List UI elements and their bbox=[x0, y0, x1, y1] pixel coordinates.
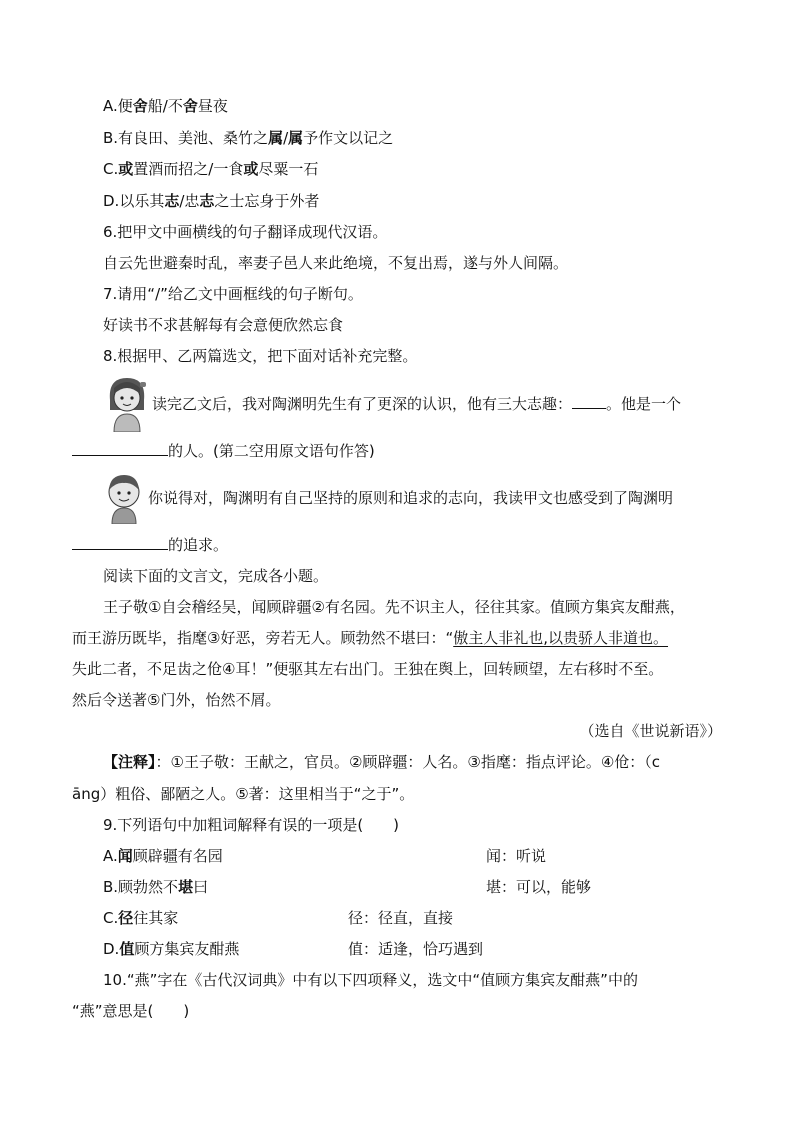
passage-line-3: 失此二者，不足齿之伧④耳！”便驱其左右出门。王独在舆上，回转顾望，左右移时不至。 bbox=[72, 660, 664, 678]
q10-prompt-cont: “燕”意思是( ) bbox=[72, 1002, 190, 1020]
passage-line-2: 而王游历既毕，指麾③好恶，旁若无人。顾勃然不堪曰：“傲主人非礼也,以贵骄人非道也。 bbox=[72, 629, 669, 647]
q5-option-a: A.便舍船/不舍昼夜 bbox=[103, 97, 228, 115]
passage-line-1: 王子敬①自会稽经吴，闻顾辟疆②有名园。先不识主人，径往其家。值顾方集宾友酣燕， bbox=[103, 598, 685, 616]
q9-option-a: A.闻顾辟疆有名园 bbox=[103, 847, 223, 865]
q9-option-a-explanation: 闻：听说 bbox=[486, 847, 547, 865]
q9-option-c: C.径往其家 bbox=[103, 909, 179, 927]
q8-boy-dialogue-cont: 的追求。 bbox=[72, 535, 228, 555]
q8-girl-dialogue: 读完乙文后，我对陶渊明先生有了更深的认识，他有三大志趣： 。他是一个 bbox=[152, 395, 682, 413]
passage-notes: 【注释】：①王子敬：王献之，官员。②顾辟疆：人名。③指麾：指点评论。④伧：（c bbox=[103, 753, 661, 771]
q5-option-d: D.以乐其志/忠志之士忘身于外者 bbox=[103, 192, 320, 210]
q7-sentence: 好读书不求甚解每有会意便欣然忘食 bbox=[103, 316, 344, 334]
passage-intro: 阅读下面的文言文，完成各小题。 bbox=[103, 567, 329, 585]
q9-prompt: 9.下列语句中加粗词解释有误的一项是( ) bbox=[103, 816, 400, 834]
blank-interests[interactable] bbox=[572, 394, 606, 409]
passage-notes-cont: āng）粗俗、鄙陋之人。⑤著：这里相当于“之于”。 bbox=[72, 785, 415, 803]
q9-option-b-explanation: 堪：可以，能够 bbox=[486, 878, 592, 896]
q9-option-d: D.值顾方集宾友酣燕 bbox=[103, 940, 240, 958]
q6-sentence: 自云先世避秦时乱，率妻子邑人来此绝境，不复出焉，遂与外人间隔。 bbox=[103, 254, 569, 272]
q8-boy-dialogue: 你说得对，陶渊明有自己坚持的原则和追求的志向，我读甲文也感受到了陶渊明 bbox=[148, 489, 674, 507]
passage-source: （选自《世说新语》） bbox=[579, 722, 722, 740]
q6-prompt: 6.把甲文中画横线的句子翻译成现代汉语。 bbox=[103, 223, 388, 241]
q5-option-b: B.有良田、美池、桑竹之属/属予作文以记之 bbox=[103, 129, 394, 147]
q8-prompt: 8.根据甲、乙两篇选文，把下面对话补充完整。 bbox=[103, 347, 418, 365]
underlined-sentence: 傲主人非礼也,以贵骄人非道也。 bbox=[453, 629, 669, 647]
q10-prompt: 10.“燕”字在《古代汉词典》中有以下四项释义，选文中“值顾方集宾友酣燕”中的 bbox=[103, 971, 638, 989]
passage-line-4: 然后令送著⑤门外，怡然不屑。 bbox=[72, 691, 281, 709]
girl-avatar-icon bbox=[104, 374, 150, 432]
q9-option-d-explanation: 值：适逢，恰巧遇到 bbox=[348, 940, 484, 958]
q5-option-c: C.或置酒而招之/一食或尽粟一石 bbox=[103, 160, 319, 178]
q9-option-b: B.顾勃然不堪曰 bbox=[103, 878, 209, 896]
notes-label: 【注释】 bbox=[103, 753, 156, 771]
boy-avatar-icon bbox=[104, 472, 144, 524]
q8-girl-dialogue-cont: 的人。(第二空用原文语句作答) bbox=[72, 441, 375, 461]
q7-prompt: 7.请用“/”给乙文中画框线的句子断句。 bbox=[103, 285, 363, 303]
blank-pursuit[interactable] bbox=[72, 535, 168, 550]
blank-person-quote[interactable] bbox=[72, 441, 168, 456]
q9-option-c-explanation: 径：径直，直接 bbox=[348, 909, 454, 927]
